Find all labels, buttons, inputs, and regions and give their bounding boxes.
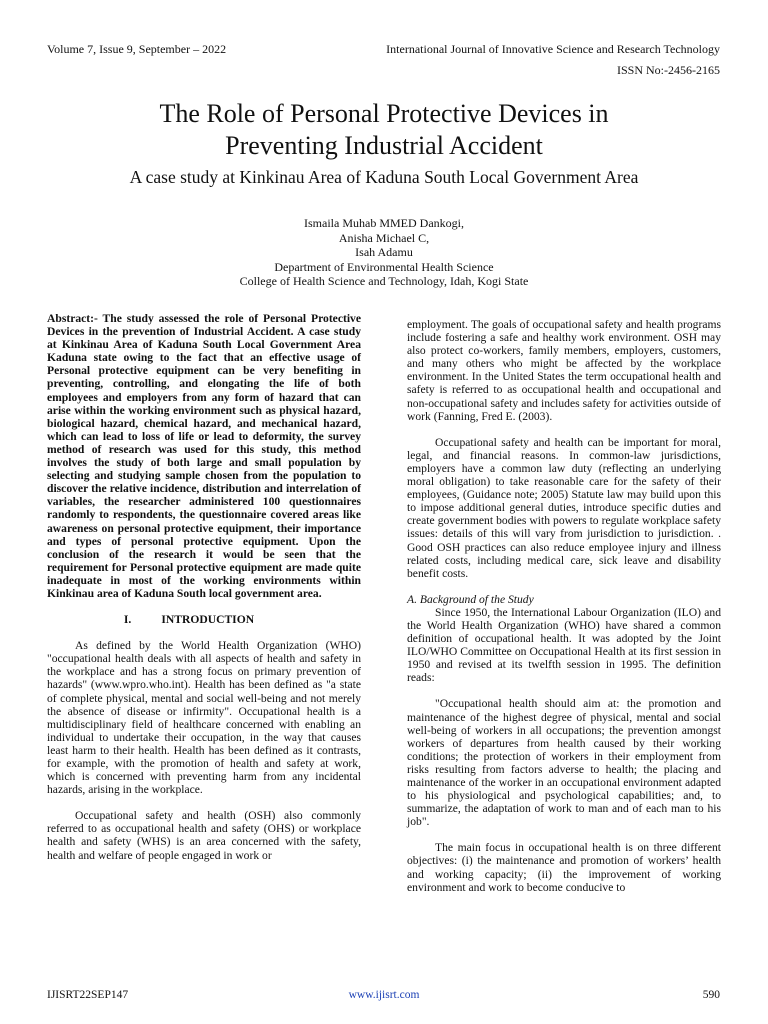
author-college: College of Health Science and Technology, Idah, Kogi State	[239, 274, 529, 288]
body-paragraph-2: Occupational safety and health can be important for moral, legal, and financial reasons. In common-law jurisdictions, employers have a common law duty (reflecting an underlying moral obligation) to take reasonable care for the safety of their employees, (Guidance note; 2005) Statute law may build upon this to impose additional general duties, introduce specific duties and create government bodies with powers to regulate workplace safety issues: details of this will vary from jurisdiction to jurisdiction. . Good OSH practices can also reduce employee injury and illness related costs, including medical care, sick leave and disability benefit costs.	[407, 435, 721, 580]
intro-paragraph-2: Occupational safety and health (OSH) also commonly referred to as occupational health and safety (OHS) or workplace health and safety (WHS) is an area concerned with the safety, health and welfare of people engaged in work or	[47, 809, 361, 862]
author-name: Isah Adamu	[355, 245, 413, 259]
author-name: Anisha Michael C,	[338, 230, 430, 245]
paper-title	[0, 98, 768, 162]
header-volume: Volume 7, Issue 9, September – 2022	[47, 42, 227, 56]
section-number: I.	[123, 613, 132, 627]
intro-paragraph-1: As defined by the World Health Organization (WHO) "occupational health deals with all aspects of health and safety in the workplace and has a strong focus on primary prevention of hazards" (www.wpro.who.int). Health has been defined as "a state of complete physical, mental and social well-being and not merely the absence of disease or infirmity". Occupational health is a multidisciplinary field of healthcare concerned with enabling an individual to undertake their occupation, in the way that causes least harm to their health. Health has been defined as it contrasts, for example, with the promotion of health and safety at work, which is concerned with preventing harm from any incidental hazards, arising in the workplace.	[47, 639, 361, 797]
body-paragraph-1: employment. The goals of occupational safety and health programs include fostering a safe and healthy work environment. OSH may also protect co-workers, family members, employers, customers, and many others who might be affected by the workplace environment. In the United States the term occupational health and safety is referred to as occupational health and occupational and non-occupational safety and includes safety for activities outside of work (Fanning, Fred E. (2003).	[407, 318, 721, 423]
author-department: Department of Environmental Health Science	[274, 259, 494, 274]
header-journal: International Journal of Innovative Science and Research Technology	[386, 42, 720, 56]
subsection-heading-background: A. Background of the Study	[407, 592, 534, 606]
page-number: 590	[702, 989, 720, 1001]
section-heading-introduction	[17, 613, 361, 626]
left-column	[47, 312, 361, 862]
footer-code: IJISRT22SEP147	[47, 989, 129, 1001]
definition-quote: "Occupational health should aim at: the promotion and maintenance of the highest degree of physical, mental and social well-being of workers in all occupations; the prevention amongst workers of departures from health caused by their working conditions; the protection of workers in their employment from risks resulting from factors adverse to health; the placing and maintenance of the worker in an occupational environment adapted to his physiological and psychological capabilities; and, to summarize, the adaptation of work to man and of each man to his job".	[407, 697, 721, 829]
title-line-2: Preventing Industrial Accident	[225, 131, 543, 160]
header-issn: ISSN No:-2456-2165	[616, 63, 720, 77]
right-column	[407, 318, 721, 894]
footer-url-link[interactable]: www.ijisrt.com	[348, 989, 420, 1001]
author-name: Ismaila Muhab MMED Dankogi,	[304, 216, 464, 230]
objectives-paragraph: The main focus in occupational health is on three different objectives: (i) the maintenance and promotion of workers’ health and working capacity; (ii) the improvement of working environment and work to become conducive to	[407, 841, 721, 894]
abstract: Abstract:- The study assessed the role of Personal Protective Devices in the prevention of Industrial Accident. A case study at Kinkinau Area of Kaduna South Local Government Area Kaduna state owing to the fact that an effective usage of Personal protective equipment can be very benefiting in preventing, controlling, and elongating the life of both employees and employers from any form of hazard that can arise within the working environment such as physical hazard, biological hazard, chemical hazard, and mechanical hazard, which can lead to loss of life or lead to deformity, the survey method of research was used for this study, this method involves the study of both large and small population by selecting and studying sample chosen from the population to discover the relative incidence, distribution and interrelation of variables, the researcher administered 100 questionnaires randomly to respondents, the questionnaire covered areas like awareness on personal protective equipment, their importance and types of personal protective equipment. Upon the conclusion of the research it would be seen that the requirement for Personal protective equipment are made quite inadequate in most of the working environments within Kinkinau area of Kaduna South local government area.	[47, 312, 361, 600]
author-block	[0, 216, 768, 289]
title-line-1: The Role of Personal Protective Devices in	[159, 99, 609, 128]
background-paragraph: Since 1950, the International Labour Organization (ILO) and the World Health Organization (WHO) have shared a common definition of occupational health. It was adopted by the Joint ILO/WHO Committee on Occupational Health at its first session in 1950 and revised at its twelfth session in 1995. The definition reads:	[407, 605, 721, 685]
section-title: INTRODUCTION	[161, 613, 255, 627]
paper-subtitle: A case study at Kinkinau Area of Kaduna South Local Government Area	[129, 167, 639, 187]
